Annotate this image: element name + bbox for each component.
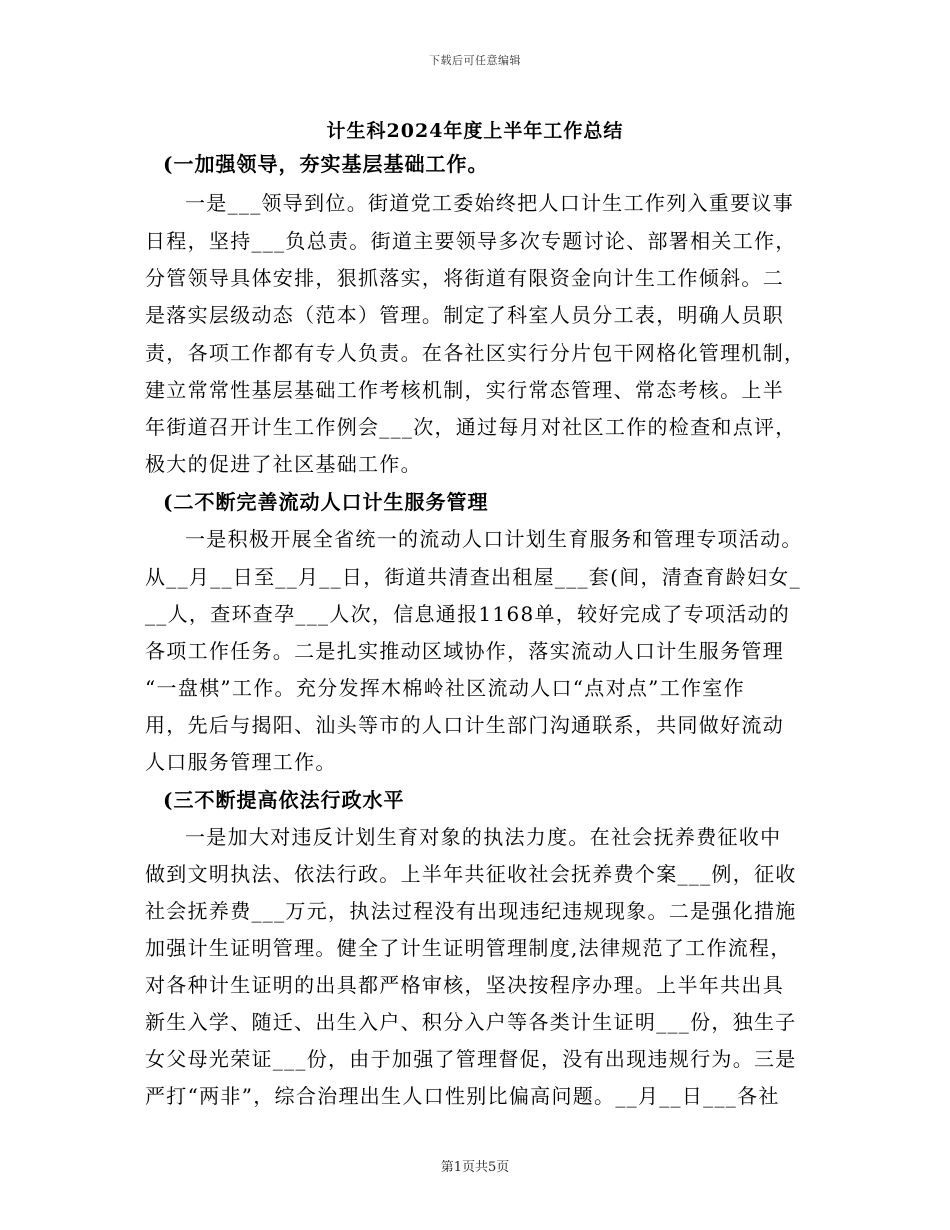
paragraph-line: 日程，坚持___负总责。街道主要领导多次专题讨论、部署相关工作， <box>145 229 797 253</box>
paragraph-line: 做到文明执法、依法行政。上半年共征收社会抚养费个案___例，征收 <box>145 862 797 886</box>
paragraph-line: 各项工作任务。二是扎实推动区域协作，落实流动人口计生服务管理 <box>145 639 784 663</box>
paragraph-line: 一是积极开展全省统一的流动人口计划生育服务和管理专项活动。 <box>185 527 803 551</box>
page-header-note: 下载后可任意编辑 <box>429 54 521 67</box>
document-title: 计生科2024年度上半年工作总结 <box>326 120 624 142</box>
paragraph-line: 建立常常性基层基础工作考核机制，实行常态管理、常态考核。上半 <box>145 378 784 402</box>
section-heading-1: (一加强领导，夯实基层基础工作。 <box>163 152 489 176</box>
paragraph-line: 年街道召开计生工作例会___次，通过每月对社区工作的检查和点评， <box>145 415 797 439</box>
paragraph-line: 责，各项工作都有专人负责。在各社区实行分片包干网格化管理机制， <box>145 341 806 365</box>
paragraph-line: 加强计生证明管理。健全了计生证明管理制度,法律规范了工作流程， <box>145 936 792 960</box>
paragraph-line: 从__月__日至__月__日，街道共清查出租屋___套(间，清查育龄妇女_ <box>145 565 801 589</box>
paragraph-line: 严打“两非”，综合治理出生人口性别比偏高问题。__月__日___各社 <box>145 1084 780 1108</box>
paragraph-line: 用，先后与揭阳、汕头等市的人口计生部门沟通联系，共同做好流动 <box>145 713 784 737</box>
paragraph-line: “一盘棋”工作。充分发挥木棉岭社区流动人口“点对点”工作室作 <box>145 676 745 700</box>
page-footer-number: 第1页共5页 <box>440 1160 510 1175</box>
paragraph-line: 人口服务管理工作。 <box>145 750 337 774</box>
paragraph-line: 极大的促进了社区基础工作。 <box>145 452 422 476</box>
paragraph-line: 女父母光荣证___份，由于加强了管理督促，没有出现违规行为。三是 <box>145 1047 797 1071</box>
paragraph-line: 对各种计生证明的出具都严格审核，坚决按程序办理。上半年共出具 <box>145 973 784 997</box>
section-heading-3: (三不断提高依法行政水平 <box>163 788 405 812</box>
paragraph-line: 一是___领导到位。街道党工委始终把人口计生工作列入重要议事 <box>185 191 794 215</box>
paragraph-line: 一是加大对违反计划生育对象的执法力度。在社会抚养费征收中 <box>185 825 782 849</box>
paragraph-line: 是落实层级动态（范本）管理。制定了科室人员分工表，明确人员职 <box>145 303 784 327</box>
paragraph-line: 分管领导具体安排，狠抓落实，将街道有限资金向计生工作倾斜。二 <box>145 266 784 290</box>
paragraph-line: __人，查环查孕___人次，信息通报1168单，较好完成了专项活动的 <box>145 602 791 626</box>
paragraph-line: 新生入学、随迁、出生入户、积分入户等各类计生证明___份，独生子 <box>145 1010 797 1034</box>
section-heading-2: (二不断完善流动人口计生服务管理 <box>163 490 489 514</box>
paragraph-line: 社会抚养费___万元，执法过程没有出现违纪违规现象。二是强化措施 <box>145 899 797 923</box>
